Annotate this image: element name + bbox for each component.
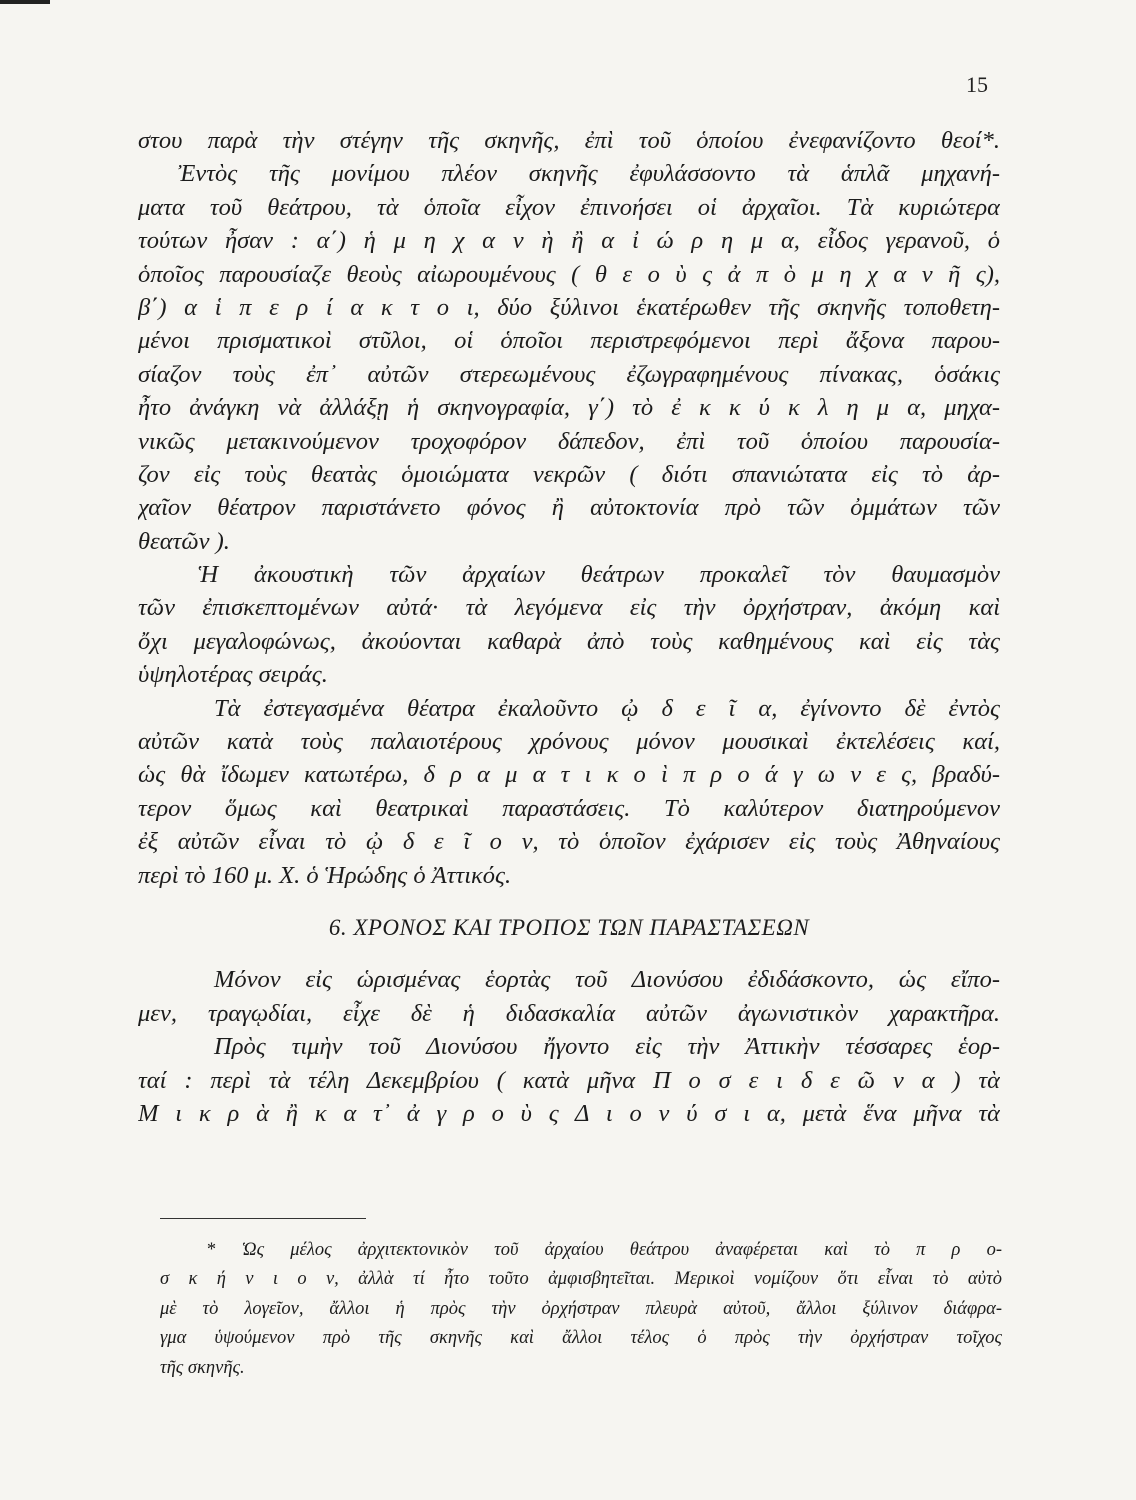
text-line: ζον εἰς τοὺς θεατὰς ὁμοιώματα νεκρῶν ( διότι σπανιώτατα εἰς τὸ ἀρ- <box>138 460 1000 488</box>
text-line: τούτων ἦσαν : α΄) ἡ μ η χ α ν ὴ ἢ α ἰ ώ ρ η μ α, εἶδος γερανοῦ, ὁ <box>138 227 1000 255</box>
page-number: 15 <box>966 72 988 97</box>
text-line: ὁποῖος παρουσίαζε θεοὺς αἰωρουμένους ( θ ε ο ὺ ς ἀ π ὸ μ η χ α ν ῆ ς), <box>138 260 1000 288</box>
footnote-line: γμα ὑψούμενον πρὸ τῆς σκηνῆς καὶ ἄλλοι τέλος ὁ πρὸς τὴν ὀρχήστραν τοῖχος <box>160 1328 1002 1349</box>
text-line: ἐξ αὐτῶν εἶναι τὸ ᾠ δ ε ῖ ο ν, τὸ ὁποῖον ἐχάρισεν εἰς τοὺς Ἀθηναίους <box>138 828 1000 856</box>
text-line: νικῶς μετακινούμενον τροχοφόρον δάπεδον, ἐπὶ τοῦ ὁποίου παρουσία- <box>138 427 1000 455</box>
footnote-line: σ κ ή ν ι ο ν, ἀλλὰ τί ἦτο τοῦτο ἀμφισβητεῖται. Μερικοὶ νομίζουν ὅτι εἶναι τὸ αὐτὸ <box>160 1269 1002 1290</box>
text-line: ἦτο ἀνάγκη νὰ ἀλλάξῃ ἡ σκηνογραφία, γ΄) τὸ ἐ κ κ ύ κ λ η μ α, μηχα- <box>138 394 1000 422</box>
text-line: Μόνον εἰς ὡρισμένας ἑορτὰς τοῦ Διονύσου ἐδιδάσκοντο, ὡς εἴπο- <box>214 966 1000 994</box>
text-line: θεατῶν ). <box>138 527 230 555</box>
text-line: μεν, τραγῳδίαι, εἶχε δὲ ἡ διδασκαλία αὐτῶν ἀγωνιστικὸν χαρακτῆρα. <box>138 999 1000 1027</box>
text-line: τερον ὅμως καὶ θεατρικαὶ παραστάσεις. Τὸ καλύτερον διατηρούμενον <box>138 794 1000 822</box>
footnote <box>160 1236 1002 1383</box>
text-line: ματα τοῦ θεάτρου, τὰ ὁποῖα εἶχον ἐπινοήσει οἱ ἀρχαῖοι. Τὰ κυριώτερα <box>138 193 1000 221</box>
text-line: Πρὸς τιμὴν τοῦ Διονύσου ἤγοντο εἰς τὴν Ἀττικὴν τέσσαρες ἑορ- <box>214 1033 1000 1061</box>
footnote-rule <box>160 1218 366 1219</box>
text-line: τῶν ἐπισκεπτομένων αὐτά· τὰ λεγόμενα εἰς τὴν ὀρχήστραν, ἀκόμη καὶ <box>138 594 1000 622</box>
text-line: ὑψηλοτέρας σειράς. <box>138 661 328 689</box>
text-line: Τὰ ἐστεγασμένα θέατρα ἐκαλοῦντο ᾠ δ ε ῖ α, ἐγίνοντο δὲ ἐντὸς <box>214 694 1000 722</box>
text-line: αὐτῶν κατὰ τοὺς παλαιοτέρους χρόνους μόνον μουσικαὶ ἐκτελέσεις καί, <box>138 728 1000 756</box>
text-line: ὡς θὰ ἴδωμεν κατωτέρω, δ ρ α μ α τ ι κ ο ὶ π ρ ο ά γ ω ν ε ς, βραδύ- <box>138 761 1000 789</box>
text-line: β΄) α ἱ π ε ρ ί α κ τ ο ι, δύο ξύλινοι ἑκατέρωθεν τῆς σκηνῆς τοποθετη- <box>138 293 1000 321</box>
text-line: χαῖον θέατρον παριστάνετο φόνος ἢ αὐτοκτονία πρὸ τῶν ὀμμάτων τῶν <box>138 494 1000 522</box>
text-line: ταί : περὶ τὰ τέλη Δεκεμβρίου ( κατὰ μῆνα Π ο σ ε ι δ ε ῶ ν α ) τὰ <box>138 1066 1000 1094</box>
scan-corner-mark <box>0 0 50 4</box>
section-heading: 6. ΧΡΟΝΟΣ ΚΑΙ ΤΡΟΠΟΣ ΤΩΝ ΠΑΡΑΣΤΑΣΕΩΝ <box>328 914 810 940</box>
section-gap <box>138 944 1000 963</box>
text-line: περὶ τὸ 160 μ. Χ. ὁ Ἡρώδης ὁ Ἀττικός. <box>138 861 512 889</box>
text-line: Ἐντὸς τῆς μονίμου πλέον σκηνῆς ἐφυλάσσοντο τὰ ἁπλᾶ μηχανή- <box>178 160 1000 188</box>
text-line: μένοι πρισματικοὶ στῦλοι, οἱ ὁποῖοι περιστρεφόμενοι περὶ ἄξονα παρου- <box>138 327 1000 355</box>
text-line: Μ ι κ ρ ὰ ἢ κ α τ᾽ ἀ γ ρ ο ὺ ς Δ ι ο ν ύ σ ι α, μετὰ ἕνα μῆνα τὰ <box>138 1099 1000 1127</box>
text-line: στου παρὰ τὴν στέγην τῆς σκηνῆς, ἐπὶ τοῦ ὁποίου ἐνεφανίζοντο θεοί*. <box>138 127 1000 154</box>
text-line: σίαζον τοὺς ἐπ᾽ αὐτῶν στερεωμένους ἐζωγραφημένους πίνακας, ὁσάκις <box>138 360 1000 388</box>
footnote-line: τῆς σκηνῆς. <box>160 1357 245 1378</box>
footnote-line: μὲ τὸ λογεῖον, ἄλλοι ἡ πρὸς τὴν ὀρχήστραν πλευρὰ αὐτοῦ, ἄλλοι ξύλινον διάφρα- <box>160 1298 1002 1319</box>
section-gap <box>138 892 1000 911</box>
footnote-line: * Ὡς μέλος ἀρχιτεκτονικὸν τοῦ ἀρχαίου θεάτρου ἀναφέρεται καὶ τὸ π ρ ο- <box>206 1240 1002 1260</box>
text-line: Ἡ ἀκουστικὴ τῶν ἀρχαίων θεάτρων προκαλεῖ τὸν θαυμασμὸν <box>198 561 1000 589</box>
body-text <box>138 124 1000 1130</box>
text-line: ὄχι μεγαλοφώνως, ἀκούονται καθαρὰ ἀπὸ τοὺς καθημένους καὶ εἰς τὰς <box>138 627 1000 655</box>
